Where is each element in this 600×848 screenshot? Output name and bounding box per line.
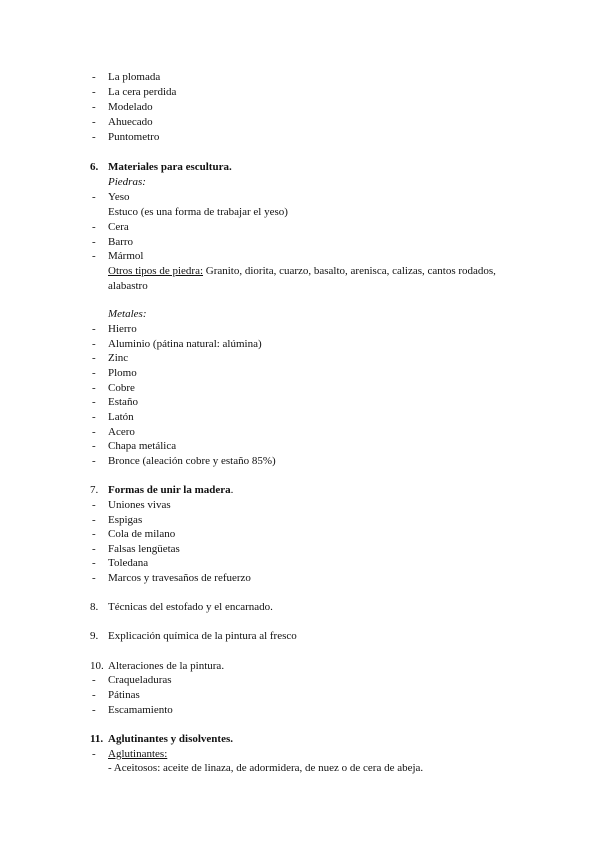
section-heading-10: 10. Alteraciones de la pintura. bbox=[90, 660, 225, 672]
list-item: - Zinc bbox=[92, 352, 129, 364]
list-item: - Cobre bbox=[92, 382, 135, 394]
bullet-dash: - bbox=[92, 499, 96, 511]
list-item: - Latón bbox=[92, 411, 134, 423]
bullet-dash: - bbox=[92, 221, 96, 233]
list-item: - La cera perdida bbox=[92, 86, 177, 98]
list-item: - Pátinas bbox=[92, 689, 140, 701]
bullet-dash: - bbox=[92, 455, 96, 467]
bullet-dash: - bbox=[92, 236, 96, 248]
list-item: - Espigas bbox=[92, 514, 143, 526]
list-item: - Barro bbox=[92, 236, 134, 248]
list-item: - Chapa metálica bbox=[92, 440, 177, 452]
list-item: - Cera bbox=[92, 221, 129, 233]
list-item-continuation: Estuco (es una forma de trabajar el yeso) bbox=[108, 206, 288, 218]
list-item: - Craqueladuras bbox=[92, 674, 172, 686]
bullet-dash: - bbox=[92, 704, 96, 716]
bullet-dash: - bbox=[92, 71, 96, 83]
list-item: - Mármol bbox=[92, 250, 144, 262]
bullet-dash: - bbox=[92, 250, 96, 262]
bullet-dash: - bbox=[92, 131, 96, 143]
subheading-piedras: Piedras: bbox=[108, 176, 146, 188]
bullet-dash: - bbox=[92, 440, 96, 452]
list-item: - Plomo bbox=[92, 367, 137, 379]
bullet-dash: - bbox=[92, 191, 96, 203]
list-item: - Hierro bbox=[92, 323, 137, 335]
section-heading-11: 11. Aglutinantes y disolventes. bbox=[90, 733, 233, 745]
section-heading-9: 9. Explicación química de la pintura al fresco bbox=[90, 630, 297, 642]
list-item: - Estaño bbox=[92, 396, 138, 408]
aglutinantes-detail: - Aceitosos: aceite de linaza, de adormidera, de nuez o de cera de abeja. bbox=[108, 762, 424, 774]
otros-tipos-label: Otros tipos de piedra: bbox=[108, 265, 204, 277]
bullet-dash: - bbox=[92, 86, 96, 98]
bullet-dash: - bbox=[92, 557, 96, 569]
list-item: - Marcos y travesaños de refuerzo bbox=[92, 572, 251, 584]
bullet-dash: - bbox=[92, 352, 96, 364]
list-item: - La plomada bbox=[92, 71, 161, 83]
bullet-dash: - bbox=[92, 101, 96, 113]
subheading-metales: Metales: bbox=[108, 308, 147, 320]
bullet-dash: - bbox=[92, 411, 96, 423]
list-item: - Cola de milano bbox=[92, 528, 176, 540]
list-item: - Aglutinantes: bbox=[92, 748, 168, 760]
otros-tipos-continuation: alabastro bbox=[108, 280, 148, 292]
list-item: - Falsas lengüetas bbox=[92, 543, 180, 555]
bullet-dash: - bbox=[92, 116, 96, 128]
bullet-dash: - bbox=[92, 514, 96, 526]
section-heading-8: 8. Técnicas del estofado y el encarnado. bbox=[90, 601, 273, 613]
list-item: - Acero bbox=[92, 426, 135, 438]
bullet-dash: - bbox=[92, 748, 96, 760]
list-item: - Yeso bbox=[92, 191, 130, 203]
bullet-dash: - bbox=[92, 323, 96, 335]
list-item: - Uniones vivas bbox=[92, 499, 171, 511]
section-heading-6: 6. Materiales para escultura. bbox=[90, 161, 232, 173]
bullet-dash: - bbox=[92, 338, 96, 350]
bullet-dash: - bbox=[92, 426, 96, 438]
bullet-dash: - bbox=[92, 689, 96, 701]
bullet-dash: - bbox=[92, 396, 96, 408]
list-item: - Toledana bbox=[92, 557, 149, 569]
list-item: - Bronce (aleación cobre y estaño 85%) bbox=[92, 455, 276, 467]
list-item: - Escamamiento bbox=[92, 704, 173, 716]
list-item: - Aluminio (pátina natural: alúmina) bbox=[92, 338, 262, 350]
bullet-dash: - bbox=[92, 382, 96, 394]
bullet-dash: - bbox=[92, 528, 96, 540]
section-heading-7: 7. Formas de unir la madera. bbox=[90, 484, 234, 496]
list-item: - Modelado bbox=[92, 101, 153, 113]
list-item: - Ahuecado bbox=[92, 116, 153, 128]
list-item: - Puntometro bbox=[92, 131, 160, 143]
bullet-dash: - bbox=[92, 543, 96, 555]
bullet-dash: - bbox=[92, 674, 96, 686]
otros-tipos-line: Otros tipos de piedra: Granito, diorita, cuarzo, basalto, arenisca, calizas, cantos rodados, bbox=[108, 265, 496, 277]
bullet-dash: - bbox=[92, 367, 96, 379]
bullet-dash: - bbox=[92, 572, 96, 584]
